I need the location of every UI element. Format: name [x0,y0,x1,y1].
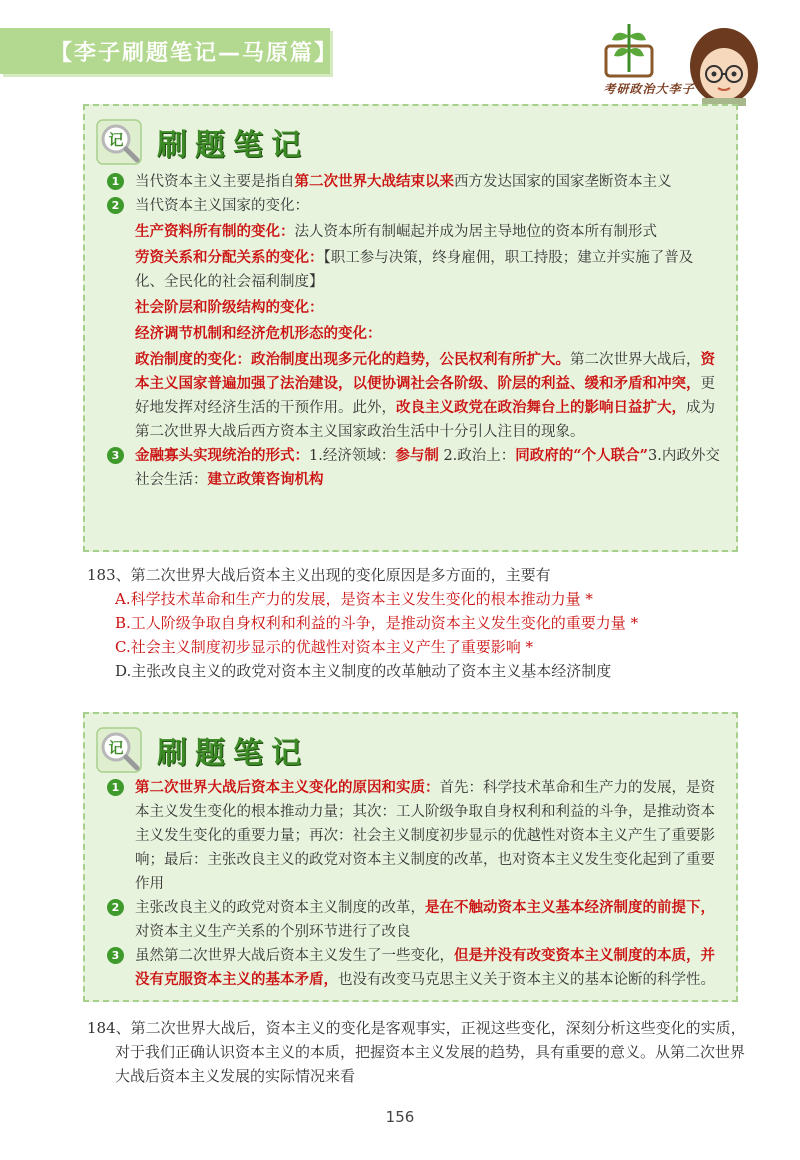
note-icon-char: 记 [108,739,124,757]
bullet-number: 3 [107,447,124,464]
note-text: 法人资本所有制崛起并成为居主导地位的资本所有制形式 [294,224,657,240]
magnifier-note-icon [95,118,143,166]
note-subitem-ownership [107,220,722,244]
note-text: 1.经济领域： [309,448,396,464]
note-text: 西方发达国家的国家垄断资本主义 [454,174,672,190]
option-c: C.社会主义制度初步显示的优越性对资本主义产生了重要影响 * [115,638,533,656]
question-183 [87,563,747,683]
brand-name: 考研政治大李子 [603,82,695,96]
note-item-3 [107,944,722,992]
note-text: 虽然第二次世界大战后资本主义发生了一些变化， [135,948,454,964]
note-highlight: 劳资关系和分配关系的变化： [135,249,324,266]
note-text: 第二次世界大战后， [570,352,701,368]
note-text: 【职工参与决策，终身雇佣，职工持股；建立并实施了普及化、全民化的社会福利制度】 [135,250,694,290]
note-text: 主张改良主义的政党对资本主义制度的改革， [135,900,425,916]
option-b: B.工人阶级争取自身权利和利益的斗争，是推动资本主义发生变化的重要力量 * [115,614,639,632]
note-highlight: 参与制 [395,447,439,464]
bullet-number: 2 [107,197,124,214]
note-highlight: 经济调节机制和经济危机形态的变化： [135,325,382,342]
note-text: 首先：科学技术革命和生产力的发展，是资本主义发生变化的根本推动力量；其次：工人阶级争取自身权利和利益的斗争，是推动资本主义发生变化的重要力量；再次：社会主义制度初步显示的优越性对资本主义产生了重要影响；最后：主张改良主义的政党对资本主义制度的改革，也对资本主义发生变化起到了重要作用 [135,780,715,892]
study-note-2 [83,712,738,1002]
page-number: 156 [385,1108,415,1126]
note-icon-char: 记 [108,131,124,149]
note-highlight: 同政府的“个人联合” [515,447,648,464]
question-stem: 183、第二次世界大战后资本主义出现的变化原因是多方面的，主要有 [87,566,551,584]
bullet-number: 1 [107,173,124,190]
note-highlight: 第二次世界大战后资本主义变化的原因和实质： [135,779,440,796]
note-item-1 [107,776,722,896]
bullet-number: 2 [107,899,124,916]
magnifier-note-icon [95,726,143,774]
note-1-body [107,170,722,492]
note-item-1 [107,170,722,194]
note-title: 刷题笔记 [157,736,309,771]
note-highlight: 但是并没有改变资本主义制度的本质，并没有克服资本主义的基本矛盾， [135,947,715,988]
brand-logo [594,16,784,106]
note-highlight: 金融寡头实现统治的形式： [135,447,309,464]
note-text: 当代资本主义国家的变化： [135,198,309,214]
note-text: 也没有改变马克思主义关于资本主义的基本论断的科学性。 [338,972,715,988]
note-title-row [95,722,309,778]
note-highlight: 资本主义国家普遍加强了法治建设，以便协调社会各阶级、阶层的利益、缓和矛盾和冲突， [135,351,715,392]
bullet-number: 3 [107,947,124,964]
note-highlight: 生产资料所有制的变化： [135,223,295,240]
question-stem: 184、第二次世界大战后，资本主义的变化是客观事实，正视这些变化，深刻分析这些变化的实质，对于我们正确认识资本主义的本质，把握资本主义发展的趋势，具有重要的意义。从第二次世界大战后资本主义发展的实际情况来看 [87,1019,746,1085]
note-subitem-politics [107,348,722,444]
header-title: 【李子刷题笔记—马原篇】 [50,40,339,66]
note-subitem-economy [107,322,722,346]
note-subitem-class [107,296,722,320]
option-d: D.主张改良主义的政党对资本主义制度的改革触动了资本主义基本经济制度 [115,662,612,680]
note-item-2 [107,896,722,944]
option-a: A.科学技术革命和生产力的发展，是资本主义发生变化的根本推动力量 * [115,590,593,608]
note-highlight: 政治制度的变化：政治制度出现多元化的趋势，公民权利有所扩大。 [135,351,570,368]
note-highlight: 社会阶层和阶级结构的变化： [135,299,324,316]
note-highlight: 改良主义政党在政治舞台上的影响日益扩大， [396,399,686,416]
note-highlight: 第二次世界大战结束以来 [294,173,454,190]
question-184 [87,1016,747,1088]
study-note-1 [83,104,738,552]
bullet-number: 1 [107,779,124,796]
note-text: 当代资本主义主要是指自 [135,174,295,190]
note-text: 2.政治上： [438,448,516,464]
note-highlight: 建立政策咨询机构 [207,471,324,488]
note-text: 更好地发挥对经济生活的干预作用。此外， [135,376,715,416]
note-2-body [107,776,722,992]
note-title-row [95,114,309,170]
note-highlight: 是在不触动资本主义基本经济制度的前提下， [425,899,715,916]
note-title: 刷题笔记 [157,128,309,163]
note-text: 对资本主义生产关系的个别环节进行了改良 [135,924,411,940]
note-text: 3.内政外交社会生活： [135,448,720,488]
note-item-3 [107,444,722,492]
note-subitem-labor [107,246,722,294]
note-text: 成为第二次世界大战后西方资本主义国家政治生活中十分引人注目的现象。 [135,400,715,440]
header-title-tab [0,28,339,74]
note-item-2 [107,194,722,218]
